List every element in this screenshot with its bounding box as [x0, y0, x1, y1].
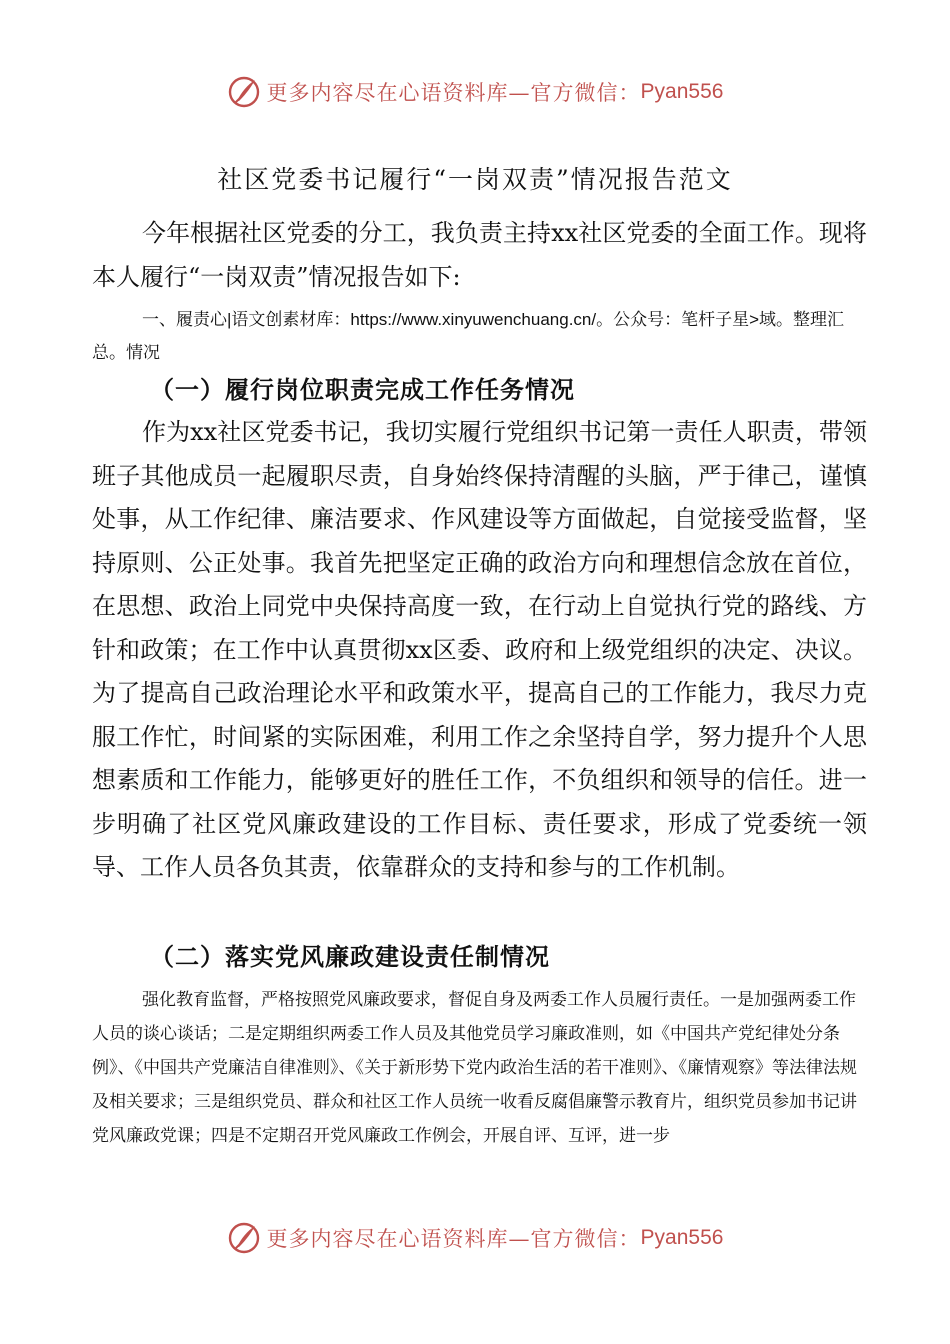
- section-one-line: 一、履责心|语文创素材库：https://www.xinyuwenchuang.cn/。公众号：笔杆子星>域。整理汇总。情况: [92, 310, 845, 362]
- banner-brand: Pyan556: [640, 80, 724, 103]
- heading-two: （二）落实党风廉政建设责任制情况: [150, 943, 550, 971]
- document-title: 社区党委书记履行“一岗双责”情况报告范文: [217, 165, 733, 194]
- paragraph-two: 强化教育监督，严格按照党风廉政要求，督促自身及两委工作人员履行责任。一是加强两委工作人员的谈心谈话；二是定期组织两委工作人员及其他党员学习廉政准则，如《中国共产党纪律处分条例》、《中国共产党廉洁自律准则》、《关于新形势下党内政治生活的若干准则》、《廉情观察》等法律法规及相关要求；三是组织党员、群众和社区工作人员统一收看反腐倡廉警示教育片，组织党员参加书记讲党风廉政党课；四是不定期召开党风廉政工作例会，开展自评、互评，进一步: [92, 990, 857, 1145]
- intro-paragraph: 今年根据社区党委的分工，我负责主持xx社区党委的全面工作。现将本人履行“一岗双责”情况报告如下:: [92, 219, 867, 291]
- banner-text: 更多内容尽在心语资料库—官方微信：: [266, 81, 641, 105]
- header-banner: [0, 70, 950, 114]
- quill-logo-icon: [227, 1221, 261, 1255]
- heading-one: （一）履行岗位职责完成工作任务情况: [150, 376, 575, 404]
- quill-logo-icon: [227, 75, 261, 109]
- paragraph-one: 作为xx社区党委书记，我切实履行党组织书记第一责任人职责，带领班子其他成员一起履职尽责，自身始终保持清醒的头脑，严于律己，谨慎处事，从工作纪律、廉洁要求、作风建设等方面做起，自觉接受监督，坚持原则、公正处事。我首先把坚定正确的政治方向和理想信念放在首位，在思想、政治上同党中央保持高度一致，在行动上自觉执行党的路线、方针和政策；在工作中认真贯彻xx区委、政府和上级党组织的决定、决议。为了提高自己政治理论水平和政策水平，提高自己的工作能力，我尽力克服工作忙，时间紧的实际困难，利用工作之余坚持自学，努力提升个人思想素质和工作能力，能够更好的胜任工作，不负组织和领导的信任。进一步明确了社区党风廉政建设的工作目标、责任要求，形成了党委统一领导、工作人员各负其责，依靠群众的支持和参与的工作机制。: [92, 418, 867, 881]
- banner-text: 更多内容尽在心语资料库—官方微信：: [266, 1227, 641, 1251]
- banner-brand: Pyan556: [640, 1226, 724, 1249]
- footer-banner: [0, 1216, 950, 1260]
